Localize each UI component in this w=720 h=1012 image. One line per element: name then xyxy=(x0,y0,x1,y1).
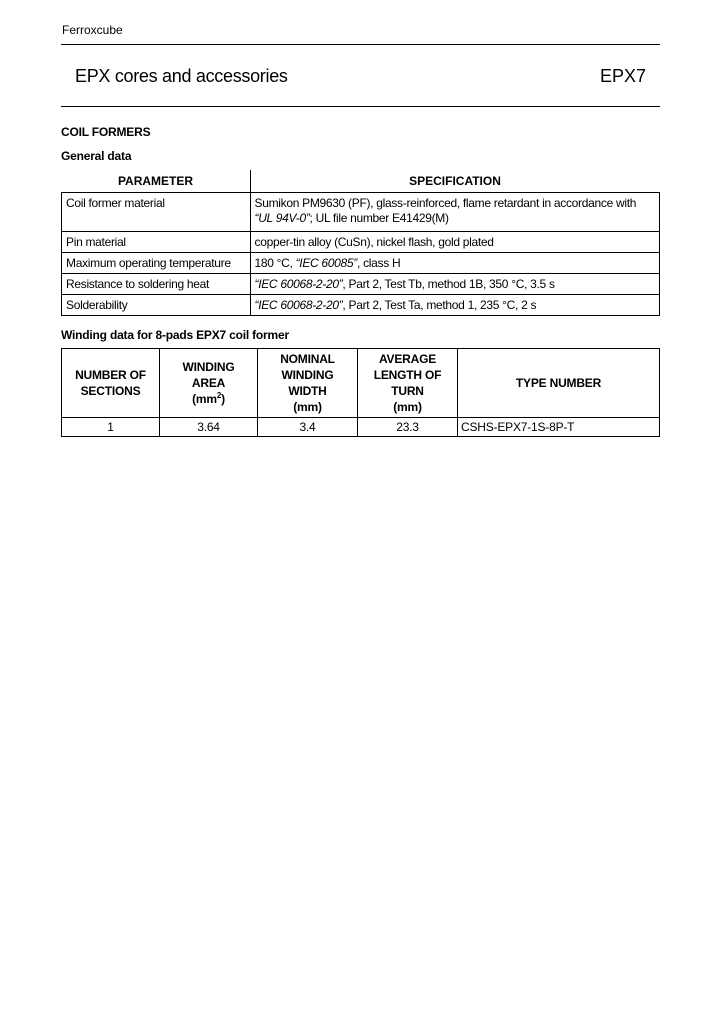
table-row xyxy=(62,193,660,232)
parameter-cell: Pin material xyxy=(62,232,251,253)
winding-data-table xyxy=(61,348,660,437)
company-name: Ferroxcube xyxy=(62,23,123,37)
header-top-rule xyxy=(61,44,660,45)
winding-table-header-row xyxy=(62,349,660,418)
section-title: COIL FORMERS xyxy=(61,125,151,139)
specification-cell: copper-tin alloy (CuSn), nickel flash, gold plated xyxy=(250,232,660,253)
parameter-cell: Resistance to soldering heat xyxy=(62,274,251,295)
sections-cell: 1 xyxy=(62,418,160,437)
table-row xyxy=(62,295,660,316)
type-number-cell: CSHS-EPX7-1S-8P-T xyxy=(458,418,660,437)
winding-area-cell: 3.64 xyxy=(160,418,258,437)
header-number-of-sections: NUMBER OF SECTIONS xyxy=(62,349,160,418)
parameter-cell: Maximum operating temperature xyxy=(62,253,251,274)
length-of-turn-cell: 23.3 xyxy=(358,418,458,437)
table-row xyxy=(62,253,660,274)
header-specification: SPECIFICATION xyxy=(250,170,660,193)
header-parameter: PARAMETER xyxy=(62,170,251,193)
general-table-header-row xyxy=(62,170,660,193)
parameter-cell: Coil former material xyxy=(62,193,251,232)
table-row xyxy=(62,274,660,295)
header-bottom-rule xyxy=(61,106,660,107)
header-average-length-of-turn: AVERAGE LENGTH OF TURN (mm) xyxy=(358,349,458,418)
table-row xyxy=(62,418,660,437)
specification-cell: Sumikon PM9630 (PF), glass-reinforced, flame retardant in accordance with “UL 94V-0”; UL file number E41429(M) xyxy=(250,193,660,232)
document-title: EPX cores and accessories xyxy=(75,66,288,86)
document-code: EPX7 xyxy=(599,66,646,86)
winding-data-title: Winding data for 8-pads EPX7 coil former xyxy=(61,328,289,342)
parameter-cell: Solderability xyxy=(62,295,251,316)
header-type-number: TYPE NUMBER xyxy=(458,349,660,418)
specification-cell: “IEC 60068-2-20”, Part 2, Test Tb, method 1B, 350 °C, 3.5 s xyxy=(250,274,660,295)
table-row xyxy=(62,232,660,253)
specification-cell: “IEC 60068-2-20”, Part 2, Test Ta, method 1, 235 °C, 2 s xyxy=(250,295,660,316)
section-subtitle: General data xyxy=(61,149,132,163)
general-data-table xyxy=(61,170,660,316)
header-nominal-winding-width: NOMINAL WINDING WIDTH (mm) xyxy=(258,349,358,418)
specification-cell: 180 °C, “IEC 60085”, class H xyxy=(250,253,660,274)
header-winding-area: WINDING AREA $(mm^2)$ xyxy=(160,349,258,418)
winding-width-cell: 3.4 xyxy=(258,418,358,437)
